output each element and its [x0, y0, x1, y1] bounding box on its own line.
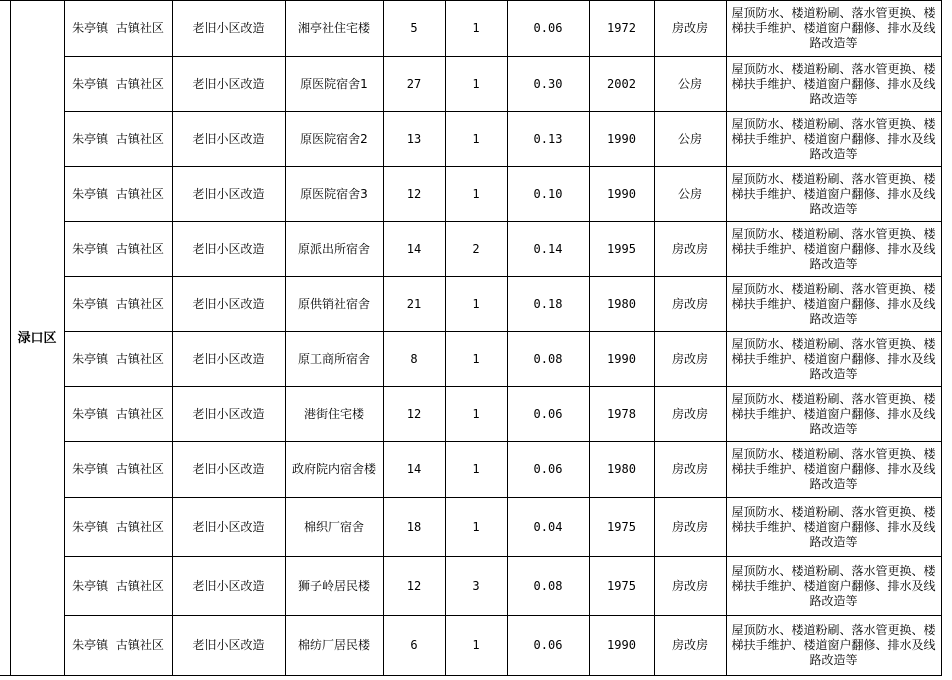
area-cell: 0.13 — [507, 112, 589, 167]
town-community-cell: 朱亭镇 古镇社区 — [64, 332, 172, 387]
buildings-cell: 1 — [445, 1, 507, 57]
table-row — [0, 332, 941, 387]
nature-cell: 房改房 — [654, 1, 726, 57]
town-community-cell: 朱亭镇 古镇社区 — [64, 442, 172, 498]
year-cell: 1975 — [589, 498, 654, 557]
area-cell: 0.06 — [507, 1, 589, 57]
buildings-cell: 1 — [445, 498, 507, 557]
project-name-cell: 狮子岭居民楼 — [285, 557, 383, 616]
households-cell: 12 — [383, 387, 445, 442]
table-row — [0, 222, 941, 277]
work-content-cell: 屋顶防水、楼道粉刷、落水管更换、楼梯扶手维护、楼道窗户翻修、排水及线路改造等 — [726, 387, 941, 442]
project-type-cell: 老旧小区改造 — [172, 1, 285, 57]
region-cell: 渌口区 — [10, 1, 64, 676]
left-gutter — [0, 1, 10, 676]
table-row — [0, 557, 941, 616]
town-community-cell: 朱亭镇 古镇社区 — [64, 387, 172, 442]
town-community-cell: 朱亭镇 古镇社区 — [64, 57, 172, 112]
nature-cell: 房改房 — [654, 277, 726, 332]
work-content-cell: 屋顶防水、楼道粉刷、落水管更换、楼梯扶手维护、楼道窗户翻修、排水及线路改造等 — [726, 442, 941, 498]
project-type-cell: 老旧小区改造 — [172, 387, 285, 442]
households-cell: 21 — [383, 277, 445, 332]
project-type-cell: 老旧小区改造 — [172, 112, 285, 167]
town-community-cell: 朱亭镇 古镇社区 — [64, 616, 172, 676]
project-type-cell: 老旧小区改造 — [172, 616, 285, 676]
year-cell: 1995 — [589, 222, 654, 277]
project-name-cell: 原医院宿舍1 — [285, 57, 383, 112]
buildings-cell: 1 — [445, 616, 507, 676]
town-community-cell: 朱亭镇 古镇社区 — [64, 277, 172, 332]
households-cell: 27 — [383, 57, 445, 112]
project-type-cell: 老旧小区改造 — [172, 557, 285, 616]
project-name-cell: 政府院内宿舍楼 — [285, 442, 383, 498]
town-community-cell: 朱亭镇 古镇社区 — [64, 112, 172, 167]
project-type-cell: 老旧小区改造 — [172, 332, 285, 387]
area-cell: 0.06 — [507, 616, 589, 676]
households-cell: 18 — [383, 498, 445, 557]
buildings-cell: 1 — [445, 442, 507, 498]
year-cell: 1990 — [589, 616, 654, 676]
nature-cell: 房改房 — [654, 387, 726, 442]
year-cell: 1990 — [589, 167, 654, 222]
table-row — [0, 167, 941, 222]
project-type-cell: 老旧小区改造 — [172, 167, 285, 222]
area-cell: 0.30 — [507, 57, 589, 112]
buildings-cell: 1 — [445, 57, 507, 112]
nature-cell: 公房 — [654, 112, 726, 167]
work-content-cell: 屋顶防水、楼道粉刷、落水管更换、楼梯扶手维护、楼道窗户翻修、排水及线路改造等 — [726, 332, 941, 387]
work-content-cell: 屋顶防水、楼道粉刷、落水管更换、楼梯扶手维护、楼道窗户翻修、排水及线路改造等 — [726, 498, 941, 557]
table-body — [0, 1, 941, 676]
town-community-cell: 朱亭镇 古镇社区 — [64, 498, 172, 557]
project-type-cell: 老旧小区改造 — [172, 57, 285, 112]
project-name-cell: 棉织厂宿舍 — [285, 498, 383, 557]
year-cell: 1990 — [589, 112, 654, 167]
project-name-cell: 原派出所宿舍 — [285, 222, 383, 277]
project-type-cell: 老旧小区改造 — [172, 498, 285, 557]
nature-cell: 房改房 — [654, 442, 726, 498]
work-content-cell: 屋顶防水、楼道粉刷、落水管更换、楼梯扶手维护、楼道窗户翻修、排水及线路改造等 — [726, 616, 941, 676]
households-cell: 14 — [383, 222, 445, 277]
work-content-cell: 屋顶防水、楼道粉刷、落水管更换、楼梯扶手维护、楼道窗户翻修、排水及线路改造等 — [726, 57, 941, 112]
area-cell: 0.08 — [507, 557, 589, 616]
households-cell: 12 — [383, 557, 445, 616]
buildings-cell: 1 — [445, 332, 507, 387]
area-cell: 0.04 — [507, 498, 589, 557]
project-name-cell: 原供销社宿舍 — [285, 277, 383, 332]
work-content-cell: 屋顶防水、楼道粉刷、落水管更换、楼梯扶手维护、楼道窗户翻修、排水及线路改造等 — [726, 1, 941, 57]
area-cell: 0.10 — [507, 167, 589, 222]
project-name-cell: 湘亭社住宅楼 — [285, 1, 383, 57]
nature-cell: 房改房 — [654, 498, 726, 557]
town-community-cell: 朱亭镇 古镇社区 — [64, 1, 172, 57]
table-row — [0, 112, 941, 167]
households-cell: 12 — [383, 167, 445, 222]
area-cell: 0.06 — [507, 442, 589, 498]
table-row — [0, 498, 941, 557]
nature-cell: 房改房 — [654, 616, 726, 676]
project-type-cell: 老旧小区改造 — [172, 442, 285, 498]
nature-cell: 房改房 — [654, 222, 726, 277]
project-name-cell: 港街住宅楼 — [285, 387, 383, 442]
area-cell: 0.18 — [507, 277, 589, 332]
town-community-cell: 朱亭镇 古镇社区 — [64, 557, 172, 616]
nature-cell: 公房 — [654, 57, 726, 112]
buildings-cell: 3 — [445, 557, 507, 616]
area-cell: 0.08 — [507, 332, 589, 387]
buildings-cell: 1 — [445, 167, 507, 222]
work-content-cell: 屋顶防水、楼道粉刷、落水管更换、楼梯扶手维护、楼道窗户翻修、排水及线路改造等 — [726, 112, 941, 167]
table-row — [0, 1, 941, 57]
table-row — [0, 277, 941, 332]
year-cell: 1990 — [589, 332, 654, 387]
year-cell: 1978 — [589, 387, 654, 442]
households-cell: 6 — [383, 616, 445, 676]
table-row — [0, 387, 941, 442]
project-type-cell: 老旧小区改造 — [172, 222, 285, 277]
area-cell: 0.14 — [507, 222, 589, 277]
project-name-cell: 原工商所宿舍 — [285, 332, 383, 387]
households-cell: 13 — [383, 112, 445, 167]
nature-cell: 房改房 — [654, 557, 726, 616]
project-name-cell: 原医院宿舍3 — [285, 167, 383, 222]
buildings-cell: 1 — [445, 387, 507, 442]
year-cell: 2002 — [589, 57, 654, 112]
town-community-cell: 朱亭镇 古镇社区 — [64, 222, 172, 277]
work-content-cell: 屋顶防水、楼道粉刷、落水管更换、楼梯扶手维护、楼道窗户翻修、排水及线路改造等 — [726, 557, 941, 616]
year-cell: 1980 — [589, 277, 654, 332]
work-content-cell: 屋顶防水、楼道粉刷、落水管更换、楼梯扶手维护、楼道窗户翻修、排水及线路改造等 — [726, 277, 941, 332]
table-row — [0, 57, 941, 112]
buildings-cell: 1 — [445, 112, 507, 167]
households-cell: 14 — [383, 442, 445, 498]
year-cell: 1975 — [589, 557, 654, 616]
year-cell: 1980 — [589, 442, 654, 498]
households-cell: 8 — [383, 332, 445, 387]
project-name-cell: 棉纺厂居民楼 — [285, 616, 383, 676]
work-content-cell: 屋顶防水、楼道粉刷、落水管更换、楼梯扶手维护、楼道窗户翻修、排水及线路改造等 — [726, 222, 941, 277]
project-name-cell: 原医院宿舍2 — [285, 112, 383, 167]
table-row — [0, 616, 941, 676]
households-cell: 5 — [383, 1, 445, 57]
buildings-cell: 1 — [445, 277, 507, 332]
project-type-cell: 老旧小区改造 — [172, 277, 285, 332]
nature-cell: 房改房 — [654, 332, 726, 387]
work-content-cell: 屋顶防水、楼道粉刷、落水管更换、楼梯扶手维护、楼道窗户翻修、排水及线路改造等 — [726, 167, 941, 222]
area-cell: 0.06 — [507, 387, 589, 442]
table-row — [0, 442, 941, 498]
town-community-cell: 朱亭镇 古镇社区 — [64, 167, 172, 222]
year-cell: 1972 — [589, 1, 654, 57]
buildings-cell: 2 — [445, 222, 507, 277]
nature-cell: 公房 — [654, 167, 726, 222]
